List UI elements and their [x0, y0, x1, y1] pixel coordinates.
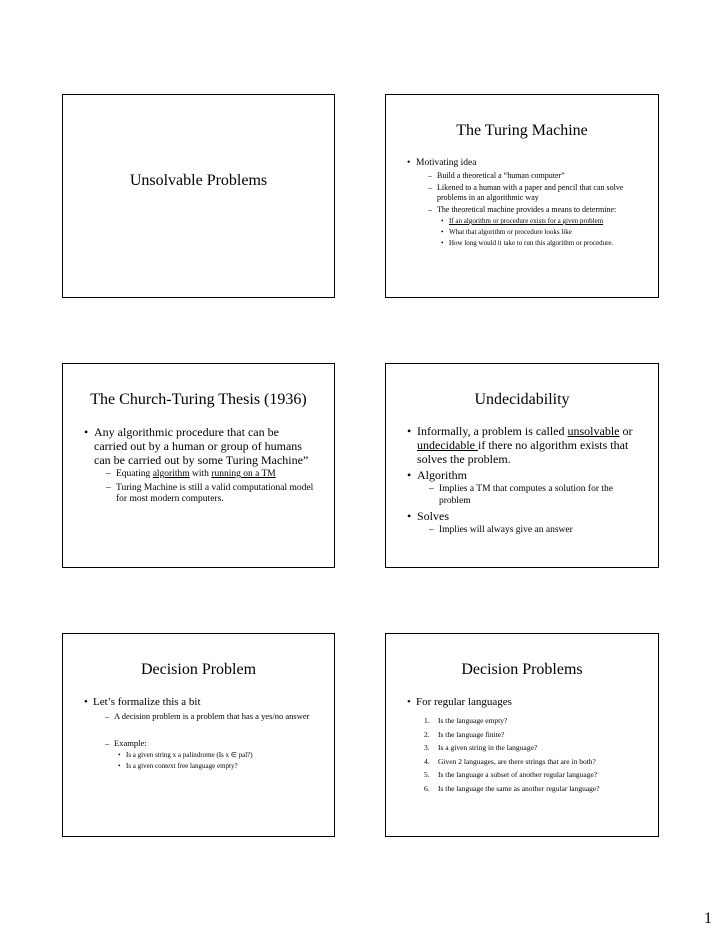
item-text: Is the language finite?: [438, 729, 505, 739]
sub-bullet-item: [63, 469, 334, 481]
sub-sub-bullet-item: • What that algorithm or procedure looks like: [386, 228, 658, 237]
sub-bullet-item: – Example:: [63, 738, 334, 749]
slide-title: Undecidability: [474, 391, 570, 408]
sub-sub-bullet-item: • Is a given string x a palindrome (Is x ∈ pal?): [63, 751, 334, 760]
item-number: 5.: [424, 770, 430, 779]
sub-sub-bullet-item: • If an algorithm or procedure exists for a given problem: [386, 217, 658, 226]
bullet-item: • Motivating idea: [386, 157, 658, 169]
item-text: Is the language a subset of another regular language?: [438, 770, 598, 779]
bullet-list: [63, 695, 334, 773]
sub-sub-bullet-item: • Is a given context free language empty?: [63, 762, 334, 771]
bullet-item: • Solves: [386, 509, 658, 523]
slide-unsolvable-problems: [62, 94, 335, 298]
bullet-list: [386, 695, 658, 711]
slide-decision-problems: [385, 633, 659, 837]
slide-undecidability: [385, 363, 659, 568]
sub-bullet-item: – Build a theoretical a “human computer”: [386, 171, 658, 181]
numbered-item: [386, 743, 658, 753]
sub-bullet-item: – A decision problem is a problem that has a yes/no answer: [63, 711, 334, 722]
sub-bullet-item: – Implies a TM that computes a solution for the problem: [386, 484, 658, 507]
bullet-item: • Algorithm: [386, 468, 658, 482]
text-run: Equating: [116, 469, 153, 479]
numbered-item: [386, 716, 658, 726]
slide-church-turing-thesis: [62, 363, 335, 568]
numbered-item: [386, 784, 658, 794]
page-number: 1: [704, 910, 712, 927]
item-text: Given 2 languages, are there strings that are in both?: [438, 756, 596, 766]
slide-title: Decision Problem: [140, 661, 257, 678]
bullet-item: • For regular languages: [386, 695, 658, 709]
text-run: with: [189, 469, 212, 479]
bullet-list: [386, 424, 658, 539]
sub-bullet-item: – Turing Machine is still a valid computational model for most modern computers.: [63, 483, 334, 506]
underlined-term: algorithm: [152, 469, 190, 479]
sub-bullet-item: – Implies will always give an answer: [386, 525, 658, 537]
numbered-item: [386, 730, 658, 740]
bullet-list: [63, 425, 334, 508]
text-run: or: [619, 424, 633, 438]
sub-bullet-item: – The theoretical machine provides a means to determine:: [386, 205, 658, 215]
slide-turing-machine: [385, 94, 659, 298]
item-text: Is a given string in the language?: [438, 743, 538, 752]
bullet-item: • Let’s formalize this a bit: [63, 695, 334, 709]
numbered-item: [386, 770, 658, 780]
bullet-list: [386, 157, 658, 250]
slide-title: The Turing Machine: [456, 122, 588, 139]
item-text: Is the language the same as another regular language?: [438, 783, 600, 793]
slide-title: The Church-Turing Thesis (1936): [90, 391, 307, 408]
item-number: 3.: [424, 743, 430, 752]
slide-decision-problem: [62, 633, 335, 837]
slide-title: Decision Problems: [461, 661, 583, 678]
item-number: 2.: [424, 729, 430, 739]
numbered-list: [386, 716, 658, 797]
spacer: [63, 724, 334, 738]
underlined-term: undecidable: [417, 438, 478, 452]
underlined-term: unsolvable: [567, 424, 620, 438]
sub-bullet-item: – Likened to a human with a paper and pencil that can solve problems in an algorithmic way: [386, 183, 658, 203]
item-number: 6.: [424, 783, 430, 793]
item-text: Is the language empty?: [438, 716, 508, 725]
item-number: 4.: [424, 756, 430, 766]
underlined-term: running on a TM: [211, 469, 276, 479]
numbered-item: [386, 757, 658, 767]
bullet-item: [386, 424, 658, 466]
text-run: Informally, a problem is called: [417, 424, 568, 438]
bullet-item: • Any algorithmic procedure that can be carried out by a human or group of humans can be carried out by some Turing Machine”: [63, 425, 334, 467]
text-run: if there no algorithm exists that solves the problem.: [417, 438, 629, 466]
slide-title: Unsolvable Problems: [129, 172, 268, 189]
item-number: 1.: [424, 716, 430, 725]
sub-sub-bullet-item: • How long would it take to run this algorithm or procedure.: [386, 239, 658, 248]
